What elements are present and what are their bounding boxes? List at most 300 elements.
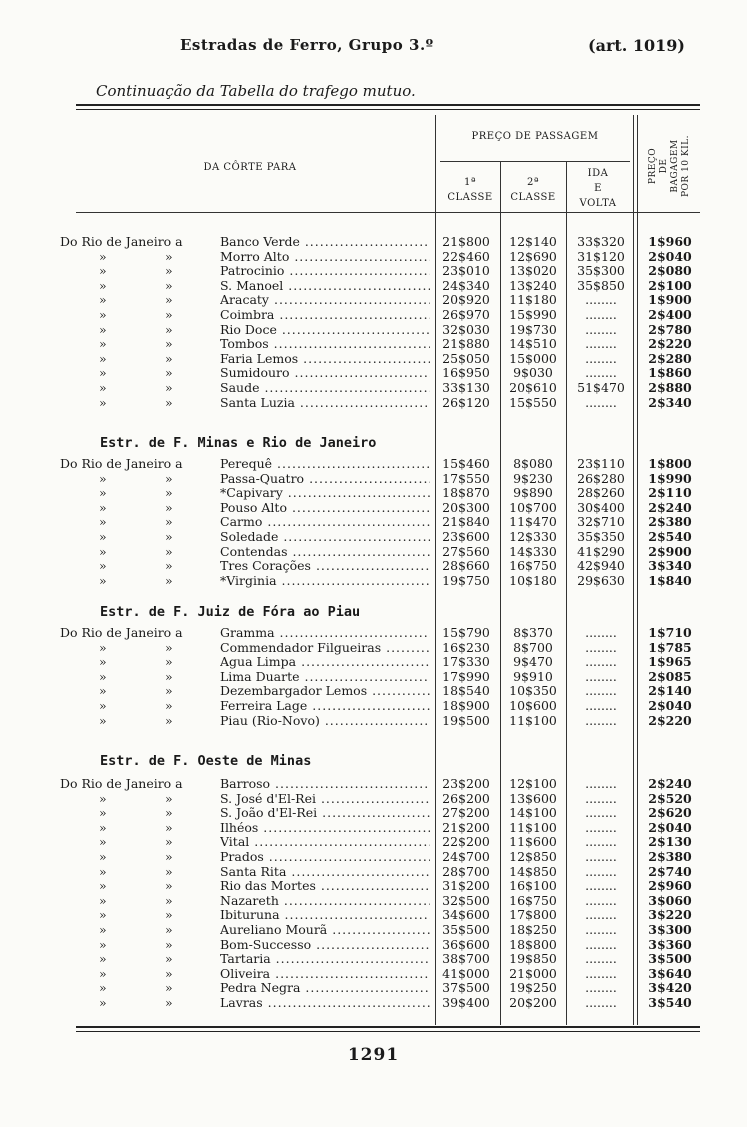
baggage-cell: 2$280 [648, 350, 692, 366]
round-trip-cell: ........ [585, 625, 617, 640]
baggage-cell: 1$840 [648, 572, 692, 588]
class1-label: CLASSE [447, 192, 493, 203]
destination-cell: Coimbra ..... [220, 307, 430, 322]
class1-number: 1ª [463, 177, 477, 188]
table-row [0, 980, 747, 995]
destination-cell: S. José d'El-Rei ..... [220, 791, 430, 806]
destination-cell: Gramma ..... [220, 625, 430, 640]
second-class-cell: 10$700 [509, 499, 557, 515]
second-class-cell: 11$100 [509, 819, 557, 835]
ditto-mark: » [165, 951, 173, 967]
round-trip-cell: ........ [585, 654, 617, 670]
second-class-cell: 11$100 [509, 712, 557, 728]
second-class-cell: 9$230 [513, 470, 553, 486]
first-class-cell: 31$200 [442, 878, 490, 894]
ditto-mark: » [165, 514, 173, 530]
ditto-mark: » [165, 380, 173, 395]
table-row [0, 471, 747, 486]
round-trip-cell: ........ [585, 892, 617, 908]
baggage-cell: 2$240 [648, 499, 692, 515]
second-class-cell: 14$330 [509, 543, 557, 559]
second-class-cell: 19$250 [509, 980, 557, 996]
first-class-cell: 24$340 [442, 277, 490, 293]
baggage-cell: 2$380 [648, 514, 692, 530]
destination-cell: Piau (Rio-Novo) ..... [220, 713, 430, 728]
ditto-mark: » [99, 878, 107, 894]
ditto-mark: » [165, 654, 173, 670]
second-class-cell: 12$330 [509, 529, 557, 544]
first-class-cell: 24$700 [442, 849, 490, 864]
baggage-cell: 3$640 [648, 965, 692, 981]
table-row [0, 966, 747, 981]
ditto-mark: » [99, 654, 107, 670]
first-class-cell: 28$660 [442, 558, 490, 574]
ditto-mark: » [99, 292, 107, 308]
baggage-cell: 3$420 [648, 980, 692, 996]
ditto-mark: » [165, 470, 173, 486]
table-row [0, 558, 747, 573]
round-trip-cell: ........ [585, 834, 617, 850]
first-class-cell: 18$870 [442, 485, 490, 501]
destination-cell: Barroso ..... [220, 776, 430, 791]
table-row [0, 365, 747, 380]
destination-cell: Sumidouro ..... [220, 365, 430, 380]
round-trip-cell: ........ [585, 863, 617, 879]
baggage-cell: 2$740 [648, 863, 692, 879]
ditto-mark: » [99, 380, 107, 395]
round-trip-cell: 33$320 [577, 234, 625, 249]
ditto-mark: » [99, 683, 107, 699]
second-class-cell: 13$600 [509, 790, 557, 806]
ditto-mark: » [99, 263, 107, 279]
destination-cell: Pedra Negra ..... [220, 980, 430, 995]
destination-cell: Patrocinio ..... [220, 263, 430, 278]
class2-number: 2ª [526, 177, 540, 188]
ditto-mark: » [165, 892, 173, 908]
second-class-cell: 13$240 [509, 277, 557, 293]
first-class-cell: 35$500 [442, 922, 490, 937]
table-row [0, 456, 747, 471]
second-class-cell: 16$100 [509, 878, 557, 894]
baggage-cell: 2$040 [648, 819, 692, 835]
ditto-mark: » [99, 819, 107, 835]
ditto-mark: » [99, 892, 107, 908]
header-bottom-rule [76, 212, 700, 213]
ditto-mark: » [99, 668, 107, 684]
ditto-mark: » [165, 790, 173, 806]
round-trip-cell: 32$710 [577, 514, 625, 530]
destination-cell: Oliveira ..... [220, 966, 430, 981]
destination-cell: Nazareth ..... [220, 893, 430, 908]
ditto-mark: » [165, 277, 173, 293]
first-class-cell: 34$600 [442, 907, 490, 923]
round-trip-cell: ........ [585, 878, 617, 894]
round-trip-cell: ........ [585, 639, 617, 655]
baggage-cell: 2$085 [648, 668, 692, 684]
table-row [0, 485, 747, 500]
table-row [0, 654, 747, 669]
class2-label: CLASSE [510, 192, 556, 203]
baggage-cell: 2$780 [648, 321, 692, 337]
baggage-cell: 2$960 [648, 878, 692, 894]
table-row [0, 380, 747, 395]
round-trip-cell: 51$470 [577, 380, 625, 395]
second-class-cell: 9$030 [513, 365, 553, 381]
ditto-mark: » [165, 819, 173, 835]
second-class-cell: 16$750 [509, 558, 557, 574]
ditto-mark: » [99, 336, 107, 352]
table-row [0, 307, 747, 322]
destination-cell: Agua Limpa ..... [220, 654, 430, 669]
round-trip-cell: ........ [585, 965, 617, 981]
ditto-mark: » [99, 805, 107, 821]
ditto-mark: » [99, 558, 107, 574]
first-class-cell: 27$560 [442, 543, 490, 559]
baggage-cell: 1$900 [648, 292, 692, 308]
first-class-cell: 21$800 [442, 234, 490, 249]
table-row [0, 395, 747, 410]
round-trip-cell: 41$290 [577, 543, 625, 559]
ditto-mark: » [165, 248, 173, 264]
header-baggage [630, 124, 710, 208]
first-class-cell: 20$920 [442, 292, 490, 308]
destination-cell: Passa-Quatro ..... [220, 471, 430, 486]
table-row [0, 820, 747, 835]
table-row [0, 544, 747, 559]
ditto-mark: » [99, 394, 107, 410]
ditto-mark: » [99, 907, 107, 923]
second-class-cell: 11$470 [509, 514, 557, 530]
baggage-cell: 1$960 [648, 234, 692, 249]
round-trip-cell: 31$120 [577, 248, 625, 264]
baggage-cell: 2$220 [648, 336, 692, 352]
ditto-mark: » [99, 698, 107, 713]
baggage-cell: 2$140 [648, 683, 692, 699]
baggage-cell: 1$965 [648, 654, 692, 670]
first-class-cell: 18$540 [442, 683, 490, 699]
ditto-mark: » [99, 965, 107, 981]
ditto-mark: » [99, 248, 107, 264]
destination-cell: Rio Doce ..... [220, 322, 430, 337]
round-trip-e: E [594, 183, 602, 194]
ditto-mark: » [165, 712, 173, 728]
origin-label: Do Rio de Janeiro a [60, 456, 183, 471]
ditto-mark: » [165, 834, 173, 850]
round-trip-cell: ........ [585, 394, 617, 410]
ditto-mark: » [165, 995, 173, 1010]
baggage-cell: 3$340 [648, 558, 692, 574]
baggage-l1: PREÇO [648, 147, 658, 185]
table-row [0, 922, 747, 937]
ditto-mark: » [165, 965, 173, 981]
table-row [0, 278, 747, 293]
table-row [0, 791, 747, 806]
ditto-mark: » [99, 922, 107, 937]
ditto-mark: » [165, 805, 173, 821]
table-row [0, 776, 747, 791]
baggage-cell: 2$080 [648, 263, 692, 279]
round-trip-cell: 29$630 [577, 572, 625, 588]
destination-cell: Prados ..... [220, 849, 430, 864]
second-class-cell: 12$140 [509, 234, 557, 249]
round-trip-cell: ........ [585, 980, 617, 996]
second-class-cell: 9$910 [513, 668, 553, 684]
baggage-cell: 2$900 [648, 543, 692, 559]
destination-cell: S. João d'El-Rei ..... [220, 805, 430, 820]
first-class-cell: 33$130 [442, 380, 490, 395]
round-trip-cell: ........ [585, 712, 617, 728]
round-trip-cell: ........ [585, 922, 617, 937]
round-trip-cell: 35$850 [577, 277, 625, 293]
ditto-mark: » [99, 499, 107, 515]
ditto-mark: » [99, 995, 107, 1010]
ditto-mark: » [165, 394, 173, 410]
table-row [0, 849, 747, 864]
round-trip-cell: 42$940 [577, 558, 625, 574]
destination-cell: Santa Rita ..... [220, 864, 430, 879]
round-trip-cell: ........ [585, 819, 617, 835]
first-class-cell: 26$200 [442, 790, 490, 806]
round-trip-cell: ........ [585, 365, 617, 381]
first-class-cell: 32$500 [442, 892, 490, 908]
table-row [0, 322, 747, 337]
section-title: Estr. de F. Minas e Rio de Janeiro [100, 435, 377, 451]
round-trip-cell: 26$280 [577, 470, 625, 486]
ditto-mark: » [99, 529, 107, 544]
ditto-mark: » [99, 543, 107, 559]
ditto-mark: » [165, 350, 173, 366]
first-class-cell: 27$200 [442, 805, 490, 821]
ditto-mark: » [165, 543, 173, 559]
ditto-mark: » [99, 712, 107, 728]
second-class-cell: 12$690 [509, 248, 557, 264]
ditto-mark: » [165, 668, 173, 684]
baggage-cell: 1$785 [648, 639, 692, 655]
ditto-mark: » [99, 485, 107, 501]
first-class-cell: 15$790 [442, 625, 490, 640]
ditto-mark: » [165, 980, 173, 996]
second-class-cell: 11$600 [509, 834, 557, 850]
origin-label: Do Rio de Janeiro a [60, 776, 183, 791]
baggage-cell: 2$110 [648, 485, 692, 501]
round-trip-cell: ........ [585, 668, 617, 684]
destination-cell: Banco Verde ..... [220, 234, 430, 249]
header-round-trip [566, 166, 630, 211]
destination-cell: Lima Duarte ..... [220, 669, 430, 684]
baggage-cell: 2$100 [648, 277, 692, 293]
ditto-mark: » [99, 307, 107, 322]
destination-cell: Rio das Mortes ..... [220, 878, 430, 893]
first-class-cell: 19$500 [442, 712, 490, 728]
ditto-mark: » [99, 951, 107, 967]
table-row [0, 683, 747, 698]
ditto-mark: » [165, 365, 173, 381]
destination-cell: Dezembargador Lemos ..... [220, 683, 430, 698]
destination-cell: S. Manoel ..... [220, 278, 430, 293]
table-row [0, 263, 747, 278]
first-class-cell: 16$230 [442, 639, 490, 655]
table-row [0, 805, 747, 820]
destination-cell: Perequê ..... [220, 456, 430, 471]
second-class-cell: 12$100 [509, 776, 557, 791]
second-class-cell: 15$550 [509, 394, 557, 410]
ditto-mark: » [165, 263, 173, 279]
first-class-cell: 23$200 [442, 776, 490, 791]
round-trip-cell: ........ [585, 350, 617, 366]
ditto-mark: » [99, 572, 107, 588]
baggage-cell: 2$240 [648, 776, 692, 791]
table-row [0, 625, 747, 640]
first-class-cell: 23$010 [442, 263, 490, 279]
destination-cell: *Capivary ..... [220, 485, 430, 500]
table-row [0, 234, 747, 249]
round-trip-cell: 30$400 [577, 499, 625, 515]
destination-cell: Lavras ..... [220, 995, 430, 1010]
first-class-cell: 37$500 [442, 980, 490, 996]
first-class-cell: 22$200 [442, 834, 490, 850]
baggage-l4: POR 10 KIL. [681, 134, 691, 198]
destination-cell: Vital ..... [220, 834, 430, 849]
second-class-cell: 11$180 [509, 292, 557, 308]
destination-cell: Commendador Filgueiras ..... [220, 640, 430, 655]
round-trip-cell: ........ [585, 849, 617, 864]
table-row [0, 336, 747, 351]
continuation-caption: Continuação da Tabella do trafego mutuo. [96, 82, 416, 100]
baggage-cell: 2$400 [648, 307, 692, 322]
round-trip-cell: ........ [585, 790, 617, 806]
second-class-cell: 14$850 [509, 863, 557, 879]
first-class-cell: 16$950 [442, 365, 490, 381]
first-class-cell: 25$050 [442, 350, 490, 366]
second-class-cell: 15$990 [509, 307, 557, 322]
header-destination: DA CÔRTE PARA [203, 162, 297, 173]
baggage-cell: 2$520 [648, 790, 692, 806]
ditto-mark: » [99, 863, 107, 879]
first-class-cell: 19$750 [442, 572, 490, 588]
destination-cell: Ferreira Lage ..... [220, 698, 430, 713]
destination-cell: Tres Corações ..... [220, 558, 430, 573]
table-row [0, 893, 747, 908]
destination-cell: Bom-Successo ..... [220, 937, 430, 952]
ditto-mark: » [99, 980, 107, 996]
second-class-cell: 14$510 [509, 336, 557, 352]
destination-cell: Tombos ..... [220, 336, 430, 351]
first-class-cell: 26$970 [442, 307, 490, 322]
baggage-cell: 3$060 [648, 892, 692, 908]
ditto-mark: » [165, 558, 173, 574]
first-class-cell: 17$330 [442, 654, 490, 670]
ditto-mark: » [99, 321, 107, 337]
second-class-cell: 16$750 [509, 892, 557, 908]
ditto-mark: » [165, 321, 173, 337]
origin-label: Do Rio de Janeiro a [60, 625, 183, 640]
first-class-cell: 41$000 [442, 965, 490, 981]
table-row [0, 292, 747, 307]
destination-cell: Ibituruna ..... [220, 907, 430, 922]
section-title: Estr. de F. Oeste de Minas [100, 753, 312, 769]
baggage-cell: 2$220 [648, 712, 692, 728]
round-trip-cell: ........ [585, 683, 617, 699]
ditto-mark: » [165, 485, 173, 501]
ditto-mark: » [99, 936, 107, 952]
destination-cell: *Virginia ..... [220, 573, 430, 588]
baggage-cell: 2$880 [648, 380, 692, 395]
destination-cell: Morro Alto ..... [220, 249, 430, 264]
table-row [0, 351, 747, 366]
ditto-mark: » [99, 834, 107, 850]
ditto-mark: » [99, 470, 107, 486]
baggage-cell: 2$040 [648, 248, 692, 264]
round-trip-volta: VOLTA [579, 198, 617, 209]
round-trip-cell: ........ [585, 292, 617, 308]
second-class-cell: 13$020 [509, 263, 557, 279]
second-class-cell: 21$000 [509, 965, 557, 981]
second-class-cell: 20$610 [509, 380, 557, 395]
ditto-mark: » [165, 499, 173, 515]
baggage-cell: 1$860 [648, 365, 692, 381]
second-class-cell: 10$600 [509, 698, 557, 713]
round-trip-cell: ........ [585, 321, 617, 337]
ditto-mark: » [165, 307, 173, 322]
baggage-rotated [648, 135, 692, 197]
table-row [0, 249, 747, 264]
second-class-cell: 15$000 [509, 350, 557, 366]
second-class-cell: 19$850 [509, 951, 557, 967]
first-class-cell: 21$200 [442, 819, 490, 835]
first-class-cell: 39$400 [442, 995, 490, 1010]
ditto-mark: » [165, 292, 173, 308]
round-trip-cell: 23$110 [577, 456, 625, 471]
second-class-cell: 10$350 [509, 683, 557, 699]
first-class-cell: 15$460 [442, 456, 490, 471]
destination-cell: Saude ..... [220, 380, 430, 395]
destination-cell: Santa Luzia ..... [220, 395, 430, 410]
header-class1 [440, 175, 500, 205]
first-class-cell: 38$700 [442, 951, 490, 967]
table-row [0, 669, 747, 684]
destination-cell: Soledade ..... [220, 529, 430, 544]
first-class-cell: 22$460 [442, 248, 490, 264]
baggage-l2: DE [659, 158, 669, 174]
first-class-cell: 17$990 [442, 668, 490, 684]
round-trip-cell: ........ [585, 936, 617, 952]
first-class-cell: 28$700 [442, 863, 490, 879]
ditto-mark: » [165, 683, 173, 699]
table-row [0, 864, 747, 879]
ditto-mark: » [165, 336, 173, 352]
ditto-mark: » [99, 350, 107, 366]
second-class-cell: 9$890 [513, 485, 553, 501]
baggage-cell: 2$130 [648, 834, 692, 850]
destination-cell: Aureliano Mourã ..... [220, 922, 430, 937]
top-rule [76, 104, 700, 106]
baggage-cell: 3$540 [648, 995, 692, 1010]
table-row [0, 834, 747, 849]
table-row [0, 995, 747, 1010]
destination-cell: Carmo ..... [220, 514, 430, 529]
destination-cell: Contendas ..... [220, 544, 430, 559]
second-class-cell: 8$370 [513, 625, 553, 640]
second-class-cell: 12$850 [509, 849, 557, 864]
ditto-mark: » [165, 639, 173, 655]
destination-cell: Aracaty ..... [220, 292, 430, 307]
origin-label: Do Rio de Janeiro a [60, 234, 183, 249]
second-class-cell: 10$180 [509, 572, 557, 588]
ditto-mark: » [99, 365, 107, 381]
ditto-mark: » [165, 572, 173, 588]
table-row [0, 500, 747, 515]
header-price-passenger: PREÇO DE PASSAGEM [471, 131, 599, 142]
